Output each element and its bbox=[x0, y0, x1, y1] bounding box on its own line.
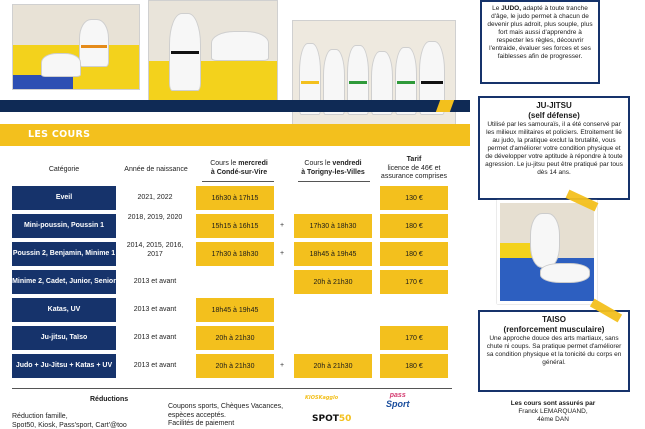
row-fri-slot: 20h à 21h30 bbox=[294, 270, 372, 294]
taiso-box: TAISO (renforcement musculaire) Une approche douce des arts martiaux, sans chute ni coups. Sa pratique permet d'améliorer sa condition physique et la tonicité du corps en général. bbox=[478, 310, 630, 392]
header-friday: Cours le vendredi à Torigny-les-Villes bbox=[301, 160, 365, 176]
row-tarif: 180 € bbox=[380, 354, 448, 378]
header-wednesday: Cours le mercredi à Condé-sur-Vire bbox=[210, 160, 268, 176]
row-age: 2013 et avant bbox=[133, 278, 177, 285]
row-label-mini-poussin: Mini-poussin, Poussin 1 bbox=[12, 214, 116, 238]
jujitsu-box: JU-JITSU (self défense) Utilisé par les samouraïs, il a été conservé par les milieux militaires et policiers. Etroitement lié au judo, la pratique exclut la brutalité, vous permet d'améliorer votre condition physique et de développer votre aptitude à répondre à toute agression. Le ju-jitsu peut être pratiqué par tous dès 14 ans. bbox=[478, 96, 630, 200]
instructor-note: Les cours sont assurés par Franck LEMARQUAND, 4ème DAN bbox=[510, 400, 596, 423]
row-tarif: 180 € bbox=[380, 214, 448, 238]
row-wed-slot: 15h15 à 16h15 bbox=[196, 214, 274, 238]
row-age: 2013 et avant bbox=[133, 362, 177, 369]
row-fri-slot: 20h à 21h30 bbox=[294, 354, 372, 378]
row-age: 2021, 2022 bbox=[137, 194, 173, 201]
row-tarif: 130 € bbox=[380, 186, 448, 210]
row-age: 2014, 2015, 2016, 2017 bbox=[126, 242, 184, 258]
judo-box: Le JUDO, adapté à toute tranche d'âge, le judo permet à chacun de devenir plus adroit, plus souple, plus fort mais aussi d'apprendre à respecter les règles, découvrir l'entraide, évaluer ses forces et ses faiblesses afin de progresser. bbox=[480, 0, 600, 84]
photo-group bbox=[292, 20, 456, 130]
row-plus: + bbox=[280, 250, 285, 257]
row-label-poussin2: Poussin 2, Benjamin, Minime 1 bbox=[12, 242, 116, 266]
header-tarif: Tarif licence de 46€ et assurance comprises bbox=[380, 156, 448, 180]
reductions-title: Réductions bbox=[90, 396, 129, 403]
row-tarif: 180 € bbox=[380, 242, 448, 266]
row-tarif: 170 € bbox=[380, 270, 448, 294]
photo-adults-throw bbox=[148, 0, 278, 104]
decorative-band bbox=[0, 100, 470, 112]
friday-underline bbox=[298, 181, 370, 182]
row-wed-slot: 17h30 à 18h30 bbox=[196, 242, 274, 266]
photo-jujitsu bbox=[497, 200, 597, 304]
row-tarif: 170 € bbox=[380, 326, 448, 350]
photo-kids-judo bbox=[12, 4, 140, 90]
section-title: LES COURS bbox=[28, 129, 91, 140]
row-plus: + bbox=[280, 222, 285, 229]
kiosk-logo: KIOSKagglo bbox=[305, 395, 339, 401]
row-wed-slot: 20h à 21h30 bbox=[196, 354, 274, 378]
row-wed-slot: 18h45 à 19h45 bbox=[196, 298, 274, 322]
row-label-jujitsu: Ju-jitsu, Taïso bbox=[12, 326, 116, 350]
pass-sport-logo: pass Sport bbox=[386, 392, 410, 409]
row-age: 2013 et avant bbox=[133, 334, 177, 341]
row-fri-slot: 17h30 à 18h30 bbox=[294, 214, 372, 238]
row-label-eveil: Eveil bbox=[12, 186, 116, 210]
spot50-logo: SPOT50 bbox=[312, 414, 352, 424]
row-label-judo-all: Judo + Ju-Jitsu + Katas + UV bbox=[12, 354, 116, 378]
row-wed-slot: 20h à 21h30 bbox=[196, 326, 274, 350]
row-fri-slot: 18h45 à 19h45 bbox=[294, 242, 372, 266]
bottom-divider bbox=[12, 388, 452, 389]
row-wed-slot: 16h30 à 17h15 bbox=[196, 186, 274, 210]
row-label-katas: Katas, UV bbox=[12, 298, 116, 322]
row-age: 2013 et avant bbox=[133, 306, 177, 313]
header-age: Année de naissance bbox=[124, 166, 188, 173]
header-categorie: Catégorie bbox=[48, 166, 80, 173]
row-plus: + bbox=[280, 362, 285, 369]
payment-text: Coupons sports, Chèques Vacances, espèces acceptés. Facilités de paiement bbox=[168, 403, 284, 427]
row-age: 2018, 2019, 2020 bbox=[127, 214, 183, 221]
wednesday-underline bbox=[202, 181, 274, 182]
row-label-minime2: Minime 2, Cadet, Junior, Senior bbox=[12, 270, 116, 294]
reductions-text: Réduction famille, Spot50, Kiosk, Pass'sport, Cart'@too bbox=[12, 413, 127, 429]
